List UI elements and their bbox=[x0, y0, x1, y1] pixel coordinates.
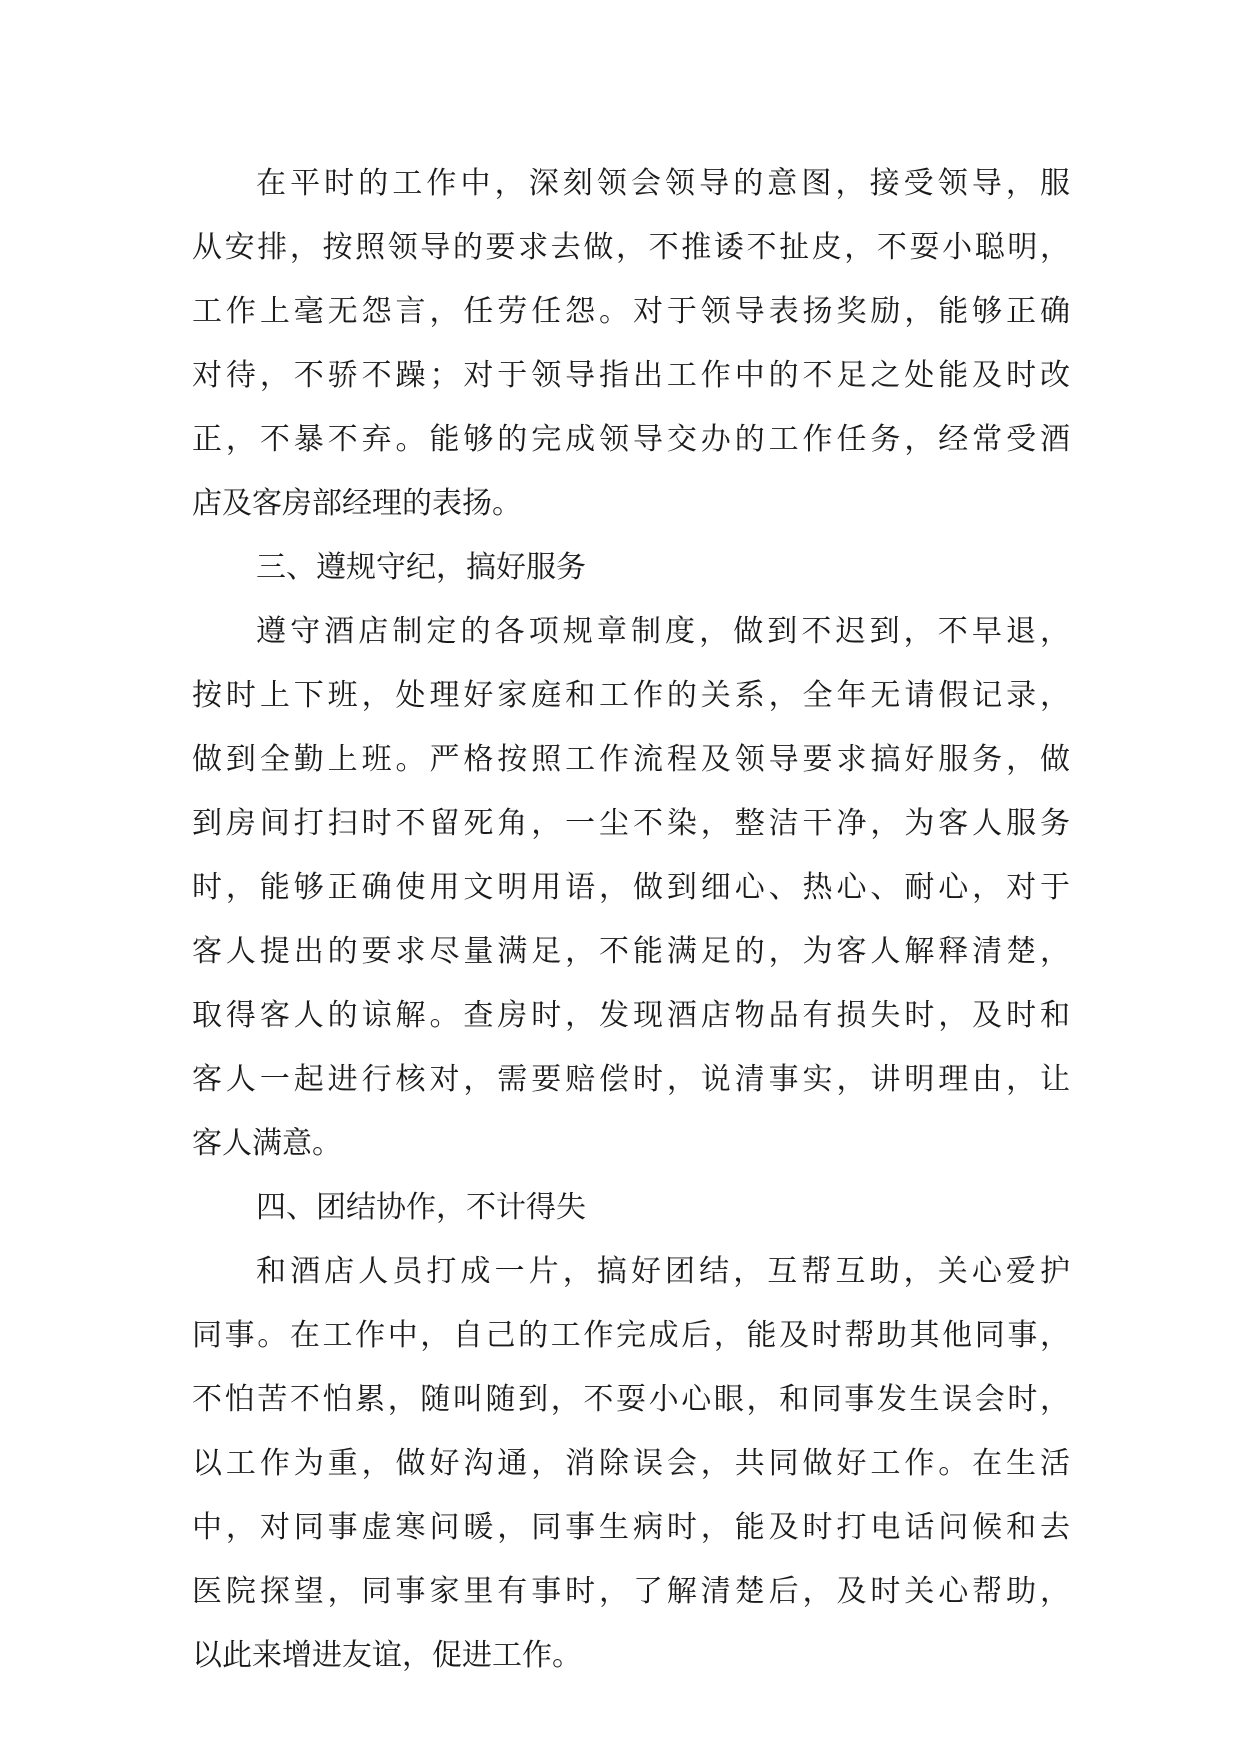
paragraph-line: 工作上毫无怨言，任劳任怨。对于领导表扬奖励，能够正确 bbox=[192, 294, 1070, 329]
paragraph-line: 店及客房部经理的表扬。 bbox=[192, 486, 522, 521]
paragraph-line: 医院探望，同事家里有事时，了解清楚后，及时关心帮助， bbox=[192, 1574, 1070, 1609]
paragraph-line: 在平时的工作中，深刻领会领导的意图，接受领导，服 bbox=[256, 166, 1070, 201]
paragraph-line: 客人满意。 bbox=[192, 1126, 342, 1161]
paragraph-line: 按时上下班，处理好家庭和工作的关系，全年无请假记录， bbox=[192, 678, 1070, 713]
document-body bbox=[192, 152, 1070, 1688]
paragraph-line: 到房间打扫时不留死角，一尘不染，整洁干净，为客人服务 bbox=[192, 806, 1070, 841]
paragraph-line: 遵守酒店制定的各项规章制度，做到不迟到，不早退， bbox=[256, 614, 1070, 649]
paragraph-line: 做到全勤上班。严格按照工作流程及领导要求搞好服务，做 bbox=[192, 742, 1070, 777]
paragraph-line: 时，能够正确使用文明用语，做到细心、热心、耐心，对于 bbox=[192, 870, 1070, 905]
paragraph-line: 客人提出的要求尽量满足，不能满足的，为客人解释清楚， bbox=[192, 934, 1070, 969]
paragraph-line: 以此来增进友谊，促进工作。 bbox=[192, 1638, 582, 1673]
section-heading-teamwork: 四、团结协作，不计得失 bbox=[256, 1190, 586, 1225]
paragraph-discipline bbox=[192, 600, 1070, 1176]
paragraph-line: 从安排，按照领导的要求去做，不推诿不扯皮，不耍小聪明， bbox=[192, 230, 1070, 265]
paragraph-line: 正，不暴不弃。能够的完成领导交办的工作任务，经常受酒 bbox=[192, 422, 1070, 457]
paragraph-work-attitude bbox=[192, 152, 1070, 536]
paragraph-line: 对待，不骄不躁；对于领导指出工作中的不足之处能及时改 bbox=[192, 358, 1070, 393]
paragraph-line: 以工作为重，做好沟通，消除误会，共同做好工作。在生活 bbox=[192, 1446, 1070, 1481]
paragraph-line: 客人一起进行核对，需要赔偿时，说清事实，讲明理由，让 bbox=[192, 1062, 1070, 1097]
paragraph-line: 同事。在工作中，自己的工作完成后，能及时帮助其他同事， bbox=[192, 1318, 1070, 1353]
paragraph-line: 和酒店人员打成一片，搞好团结，互帮互助，关心爱护 bbox=[256, 1254, 1070, 1289]
paragraph-line: 中，对同事虚寒问暖，同事生病时，能及时打电话问候和去 bbox=[192, 1510, 1070, 1545]
paragraph-teamwork bbox=[192, 1240, 1070, 1688]
paragraph-line: 取得客人的谅解。查房时，发现酒店物品有损失时，及时和 bbox=[192, 998, 1070, 1033]
paragraph-line: 不怕苦不怕累，随叫随到，不耍小心眼，和同事发生误会时， bbox=[192, 1382, 1070, 1417]
section-heading-discipline: 三、遵规守纪，搞好服务 bbox=[256, 550, 586, 585]
